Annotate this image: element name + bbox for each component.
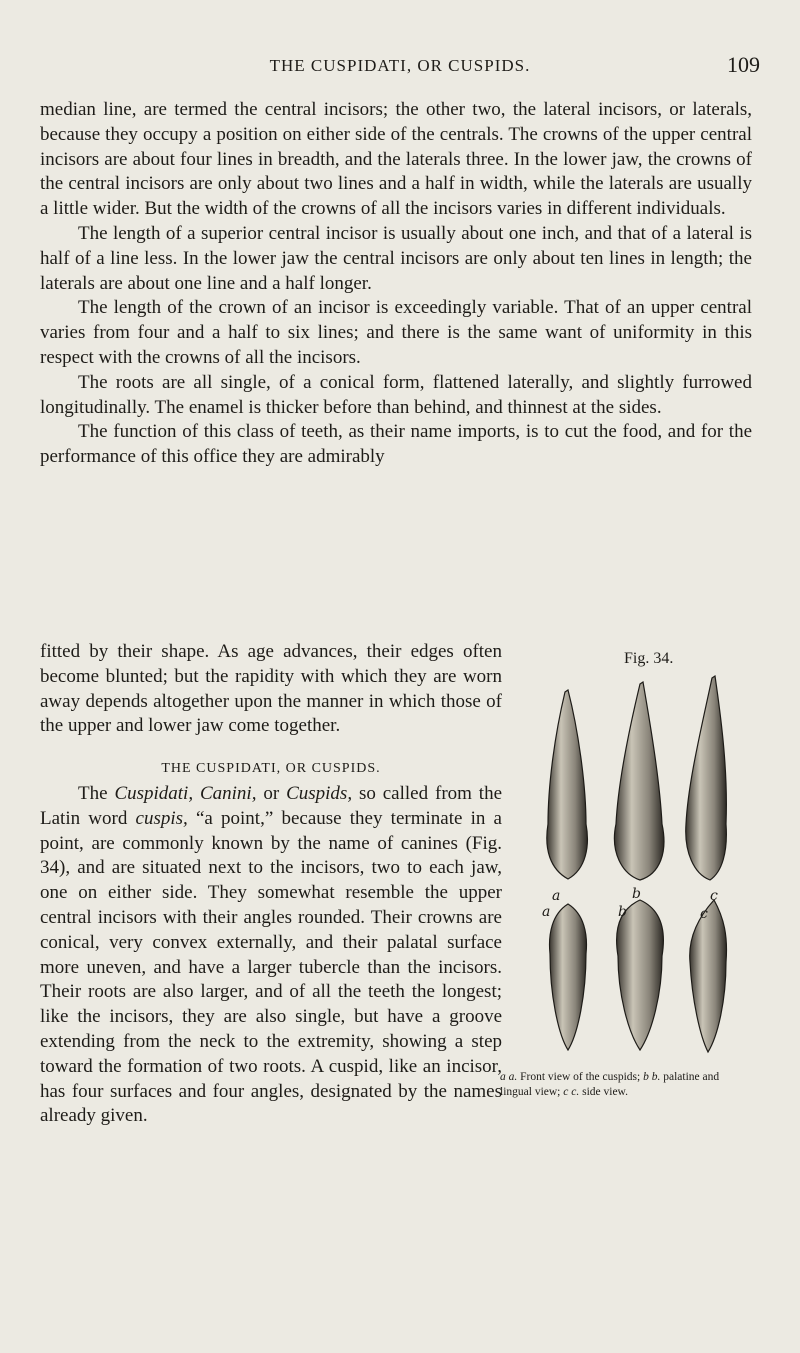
page-number: 109 bbox=[727, 52, 760, 77]
term-canini: Canini, bbox=[199, 782, 257, 804]
narrow-column bbox=[40, 640, 502, 1129]
section-heading: THE CUSPIDATI, OR CUSPIDS. bbox=[161, 761, 381, 777]
paragraph-3: The length of the crown of an incisor is exceedingly variable. That of an upper central varies from four and a half to six lines; and there is the same want of uniformity in this respect with the crowns of all the incisors. bbox=[40, 297, 752, 368]
letter-lower-a: a bbox=[542, 904, 551, 920]
paragraph-2: The length of a superior central incisor is usually about one inch, and that of a lateral is half of a line less. In the lower jaw the central incisors are only about ten lines in length; the laterals are about one line and a half longer. bbox=[40, 222, 752, 294]
letter-lower-c: c bbox=[700, 906, 708, 922]
tooth-lower-a bbox=[550, 904, 587, 1050]
term-cuspis: cuspis, bbox=[135, 807, 188, 829]
paragraph-1: median line, are termed the central incisors; the other two, the lateral incisors, or laterals, because they occupy a position on either side of the centrals. The crowns of the upper central incisors are about four lines in breadth, and the laterals three. In the lower jaw, the crowns of the central incisors are only about two lines and a half in width, while the laterals are usually a little wider. But the width of the crowns of all the incisors varies in different individuals. bbox=[40, 99, 752, 220]
term-cuspidati: Cuspidati, bbox=[114, 782, 194, 804]
letter-upper-b: b bbox=[632, 886, 641, 902]
running-head: THE CUSPIDATI, OR CUSPIDS. bbox=[269, 56, 531, 75]
paragraph-5: The function of this class of teeth, as their name imports, is to cut the food, and for the performance of this office they are admirably bbox=[40, 421, 752, 468]
figure-34 bbox=[500, 650, 760, 1110]
tooth-lower-c bbox=[690, 900, 727, 1052]
cuspid-illustration bbox=[500, 674, 760, 1054]
letter-upper-c: c bbox=[710, 888, 718, 904]
tooth-upper-c bbox=[686, 676, 727, 880]
paragraph-4: The roots are all single, of a conical form, flattened laterally, and slightly furrowed longitudinally. The enamel is thicker before than behind, and thinnest at the sides. bbox=[40, 371, 752, 418]
term-cuspids: Cuspids, bbox=[286, 782, 353, 804]
letter-lower-b: b bbox=[618, 904, 627, 920]
figure-label: Fig. 34. bbox=[624, 650, 674, 667]
figure-caption: a a. Front view of the cuspids; b b. palatine and lingual view; c c. side view. bbox=[500, 1071, 720, 1098]
letter-upper-a: a bbox=[552, 888, 561, 904]
page-header bbox=[40, 52, 760, 84]
body-text bbox=[40, 98, 752, 470]
tooth-lower-b bbox=[617, 900, 664, 1050]
section-paragraph: The Cuspidati, Canini, or Cuspids, so called from the Latin word cuspis, “a point,” because they terminate in a point, are commonly known by the name of canines (Fig. 34), and are situated next to the incisors, two to each jaw, one on either side. They somewhat resemble the upper central incisors with their angles rounded. Their crowns are conical, very convex externally, and their palatal surface more uneven, and have a larger tubercle than the incisors. Their roots are also larger, and of all the teeth the longest; like the incisors, they are also single, but have a groove extending from the neck to the extremity, showing a step toward the formation of two roots. A cuspid, like an incisor, has four surfaces and four angles, designated by the names already given. bbox=[40, 782, 503, 1127]
tooth-upper-b bbox=[614, 682, 664, 880]
paragraph-6: fitted by their shape. As age advances, their edges often become blunted; but the rapidity with which they are worn away depends altogether upon the manner in which those of the upper and lower jaw come together. bbox=[40, 641, 502, 737]
tooth-upper-a bbox=[547, 690, 588, 879]
